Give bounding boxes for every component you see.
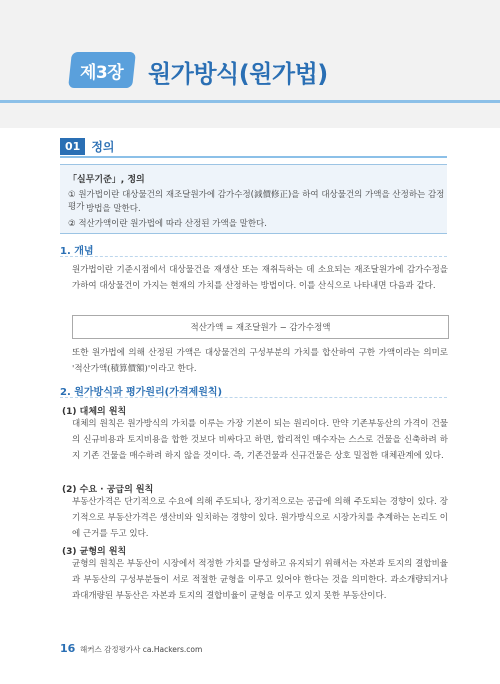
principle-2-title: (2) 수요 · 공급의 원칙: [62, 485, 154, 495]
header-rule: [0, 100, 500, 103]
principle-1-title: (1) 대체의 원칙: [62, 407, 127, 417]
subsection-heading-principles: 2. 원가방식과 평가원리(가격제원칙): [60, 387, 223, 398]
section-number: 01: [60, 138, 85, 155]
subsection-rule: [60, 397, 447, 398]
subsection-heading-concept: 1. 개념: [60, 246, 94, 257]
principle-3-title: (3) 균형의 원칙: [62, 547, 127, 557]
definition-item-1-line-1: ① 원가법이란 대상물건의 재조달원가에 감가수정(減價修正)을 하여 대상물건의 가액을 산정하는 감정평가: [68, 190, 445, 212]
definition-box: [60, 164, 447, 234]
definition-box-title: 「실무기준」, 정의: [68, 175, 145, 185]
principle-2-text: 부동산가격은 단기적으로 수요에 의해 주도되나, 장기적으로는 공급에 의해 주도되는 경향이 있다. 장기적으로 부동산가격은 생산비와 일치하는 경향이 있다. 원가방식으로 시장가치를 추계하는 논리도 이에 근거를 두고 있다.: [72, 497, 448, 539]
chapter-badge: [68, 52, 136, 88]
footer-publisher: 해커스 감정평가사 ca.Hackers.com: [80, 645, 203, 654]
concept-paragraph-1: 원가법이란 기준시점에서 대상물건을 재생산 또는 재취득하는 데 소요되는 재조달원가에 감가수정을 가하여 대상물건이 가지는 현재의 가치를 산정하는 방법이다. 이를 산식으로 나타내면 다음과 같다.: [72, 265, 448, 291]
section-heading: [60, 136, 447, 158]
definition-item-1-line-2: 방법을 말한다.: [86, 204, 141, 214]
concept-paragraph-2: 또한 원가법에 의해 산정된 가액은 대상물건의 구성부분의 가치를 합산하여 구한 가액이라는 의미로 '적산가액(積算價額)'이라고 한다.: [72, 348, 448, 374]
principle-1-text: 대체의 원칙은 원가방식의 가치를 이루는 가장 기본이 되는 원리이다. 만약 기존부동산의 가격이 건물의 신규비용과 토지비용을 합한 것보다 비싸다고 하면, 합리적인 매수자는 스스로 건물을 신축하려 하지 기존 건물을 매수하려 하지 않을 것이다. 즉, 기존건물과 신규건물은 상호 밀접한 대체관계에 있다.: [72, 419, 448, 461]
definition-item-2: ② 적산가액이란 원가법에 따라 산정된 가액을 말한다.: [68, 219, 267, 229]
chapter-title: 원가방식(원가법): [148, 60, 328, 88]
subsection-rule: [60, 256, 447, 257]
principle-3-text: 균형의 원칙은 부동산이 시장에서 적정한 가치를 달성하고 유지되기 위해서는 자본과 토지의 결합비율과 부동산의 구성부분들이 서로 적절한 균형을 이루고 있어야 한다는 것을 의미한다. 과소개량되거나 과대개량된 부동산은 자본과 토지의 결합비율이 균형을 이루고 있지 못한 부동산이다.: [72, 559, 448, 601]
chapter-label: 제3장: [80, 62, 124, 83]
formula-box: 적산가액 = 재조달원가 − 감가수정액: [72, 315, 449, 339]
section-title: 정의: [91, 139, 115, 154]
page-number: 16: [60, 642, 76, 655]
